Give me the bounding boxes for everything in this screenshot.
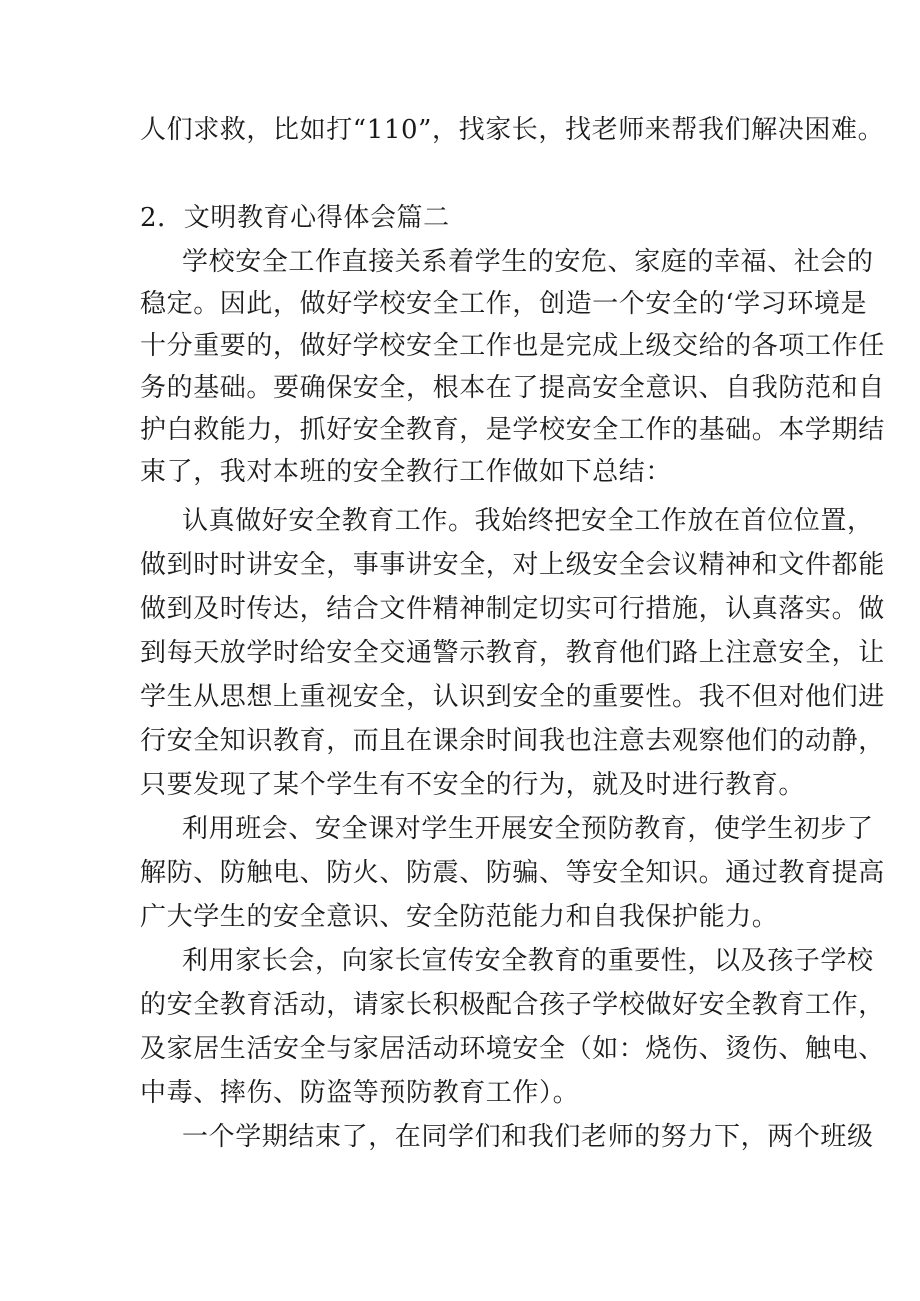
paragraph-line: 的安全教育活动，请家长积极配合孩子学校做好安全教育工作， bbox=[140, 990, 885, 1020]
paragraph-line: 做到及时传达，结合文件精神制定切实可行措施，认真落实。做 bbox=[140, 594, 885, 624]
paragraph-line: 行安全知识教育，而且在课余时间我也注意去观察他们的动静， bbox=[140, 726, 885, 756]
paragraph-line: 到每天放学时给安全交通警示教育，教育他们路上注意安全，让 bbox=[140, 638, 885, 668]
paragraph-line: 十分重要的，做好学校安全工作也是完成上级交给的各项工作任 bbox=[140, 331, 885, 361]
paragraph-line: 中毒、摔伤、防盗等预防教育工作）。 bbox=[140, 1078, 580, 1108]
section-heading: 2．文明教育心得体会篇二 bbox=[140, 203, 450, 233]
paragraph-line: 做到时时讲安全，事事讲安全，对上级安全会议精神和文件都能 bbox=[140, 550, 885, 580]
paragraph-line: 学校安全工作直接关系着学生的安危、家庭的幸福、社会的 bbox=[182, 247, 874, 277]
paragraph-line: 广大学生的安全意识、安全防范能力和自我保护能力。 bbox=[140, 902, 779, 932]
paragraph-line: 束了，我对本班的安全教行工作做如下总结： bbox=[140, 457, 673, 487]
paragraph-line: 只要发现了某个学生有不安全的行为，就及时进行教育。 bbox=[140, 770, 806, 800]
paragraph-line: 解防、防触电、防火、防震、防骗、等安全知识。通过教育提高 bbox=[140, 858, 885, 888]
paragraph-line: 认真做好安全教育工作。我始终把安全工作放在首位位置， bbox=[182, 506, 874, 536]
paragraph-line: 人们求救，比如打“110”，找家长，找老师来帮我们解决困难。 bbox=[140, 115, 885, 145]
paragraph-line: 护白救能力，抓好安全教育，是学校安全工作的基础。本学期结 bbox=[140, 415, 885, 445]
paragraph-line: 利用班会、安全课对学生开展安全预防教育，使学生初步了 bbox=[182, 814, 874, 844]
paragraph-line: 稳定。因此，做好学校安全工作，创造一个安全的‘学习环境是 bbox=[140, 289, 868, 319]
paragraph-line: 及家居生活安全与家居活动环境安全（如：烧伤、烫伤、触电、 bbox=[140, 1034, 885, 1064]
paragraph-line: 一个学期结束了，在同学们和我们老师的努力下，两个班级 bbox=[182, 1122, 874, 1152]
paragraph-line: 利用家长会，向家长宣传安全教育的重要性，以及孩子学校 bbox=[182, 946, 874, 976]
paragraph-line: 务的基础。要确保安全，根本在了提高安全意识、自我防范和自 bbox=[140, 373, 885, 403]
paragraph-line: 学生从思想上重视安全，认识到安全的重要性。我不但对他们进 bbox=[140, 682, 885, 712]
